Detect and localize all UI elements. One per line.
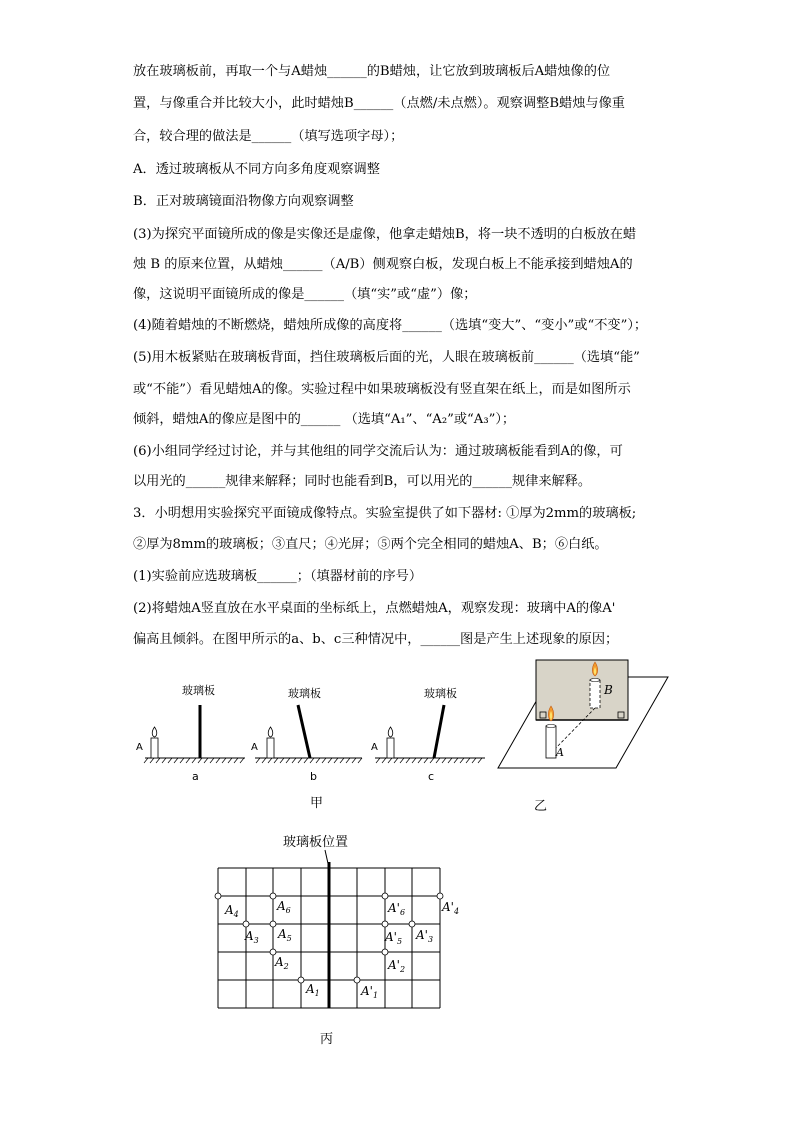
option-b: B．正对玻璃镜面沿物像方向观察调整 [133, 194, 354, 209]
point-a5-prime: $A'_5$ [385, 930, 403, 946]
point-a4: $A_4$ [225, 903, 239, 919]
panel-b [251, 686, 362, 783]
point-a3: $A_3$ [245, 929, 259, 945]
candle-label-c: A [371, 742, 378, 753]
point-a6: $A_6$ [277, 899, 291, 915]
caption-yi: 乙 [534, 799, 548, 814]
question-3-part-2-1: (2)将蜡烛A竖直放在水平桌面的坐标纸上，点燃蜡烛A，观察发现：玻璃中A的像A' [133, 601, 616, 616]
figure-jia [130, 670, 500, 820]
sub-label-c: c [428, 770, 435, 783]
question-3-stem-2: ②厚为8mm的玻璃板；③直尺；④光屏；⑤两个完全相同的蜡烛A、B；⑥白纸。 [133, 537, 608, 552]
point-a4-prime: $A'_4$ [442, 900, 460, 916]
text-line-2: 置，与像重合并比较大小，此时蜡烛B______（点燃/未点燃）。观察调整B蜡烛与像重 [133, 96, 625, 111]
text-line-q3-2: 烛 B 的原来位置，从蜡烛______（A/B）侧观察白板，发现白板上不能承接到蜡烛A的 [133, 257, 633, 272]
text-line-q5-1: (5)用木板紧贴在玻璃板背面，挡住玻璃板后面的光，人眼在玻璃板前______（选填“能” [133, 350, 640, 365]
question-3-part-1: (1)实验前应选玻璃板______；（填器材前的序号） [133, 569, 423, 584]
question-3-stem-1: 3．小明想用实验探究平面镜成像特点。实验室提供了如下器材: ①厚为2mm的玻璃板; [133, 506, 637, 521]
text-line-q3-1: (3)为探究平面镜所成的像是实像还是虚像，他拿走蜡烛B，将一块不透明的白板放在蜡 [133, 227, 637, 242]
text-line-1: 放在玻璃板前，再取一个与A蜡烛______的B蜡烛，让它放到玻璃板后A蜡烛像的位 [133, 64, 611, 79]
glass-label-c: 玻璃板 [424, 687, 457, 700]
sub-label-b: b [310, 770, 317, 783]
point-a5: $A_5$ [278, 927, 292, 943]
candle-label-b: A [251, 742, 258, 753]
text-line-q4: (4)随着蜡烛的不断燃烧，蜡烛所成像的高度将______（选填“变大”、“变小”或“不变”）； [133, 318, 648, 333]
text-line-q3-3: 像，这说明平面镜所成的像是______（填“实”或“虚”）像； [133, 287, 477, 302]
text-line-q6-1: (6)小组同学经过讨论，并与其他组的同学交流后认为：通过玻璃板能看到A的像，可 [133, 444, 623, 459]
glass-label-b: 玻璃板 [288, 687, 321, 700]
text-line-q6-2: 以用光的______规律来解释；同时也能看到B，可以用光的______规律来解释。 [133, 474, 592, 489]
sub-label-a: a [192, 770, 199, 783]
caption-bing: 丙 [320, 1032, 334, 1047]
panel-c [371, 686, 485, 783]
point-a1: $A_1$ [306, 982, 320, 998]
point-a1-prime: $A'_1$ [361, 984, 379, 1000]
glass-label-a: 玻璃板 [182, 684, 215, 697]
text-line-q5-2: 或“不能”）看见蜡烛A的像。实验过程中如果玻璃板没有竖直架在纸上，而是如图所示 [133, 382, 631, 397]
label-b: B [604, 683, 613, 697]
point-a2-prime: $A'_2$ [388, 958, 406, 974]
text-line-q5-3: 倾斜，蜡烛A的像应是图中的______ （选填“A₁”、“A₂”或“A₃”）； [133, 412, 516, 427]
caption-jia: 甲 [310, 796, 324, 811]
glass-position-title: 玻璃板位置 [283, 835, 349, 850]
point-a6-prime: $A'_6$ [388, 901, 406, 917]
question-3-part-2-2: 偏高且倾斜。在图甲所示的a、b、c三种情况中，______图是产生上述现象的原因； [133, 632, 619, 647]
figure-yi [496, 652, 674, 822]
figure-bing [205, 828, 460, 1058]
point-a3-prime: $A'_3$ [416, 928, 434, 944]
candle-label-a: A [136, 742, 143, 753]
point-a2: $A_2$ [275, 955, 289, 971]
text-line-3: 合，较合理的做法是______（填写选项字母）； [133, 129, 404, 144]
option-a: A．透过玻璃板从不同方向多角度观察调整 [133, 162, 380, 177]
panel-a [136, 683, 245, 783]
label-a: A [556, 746, 564, 759]
